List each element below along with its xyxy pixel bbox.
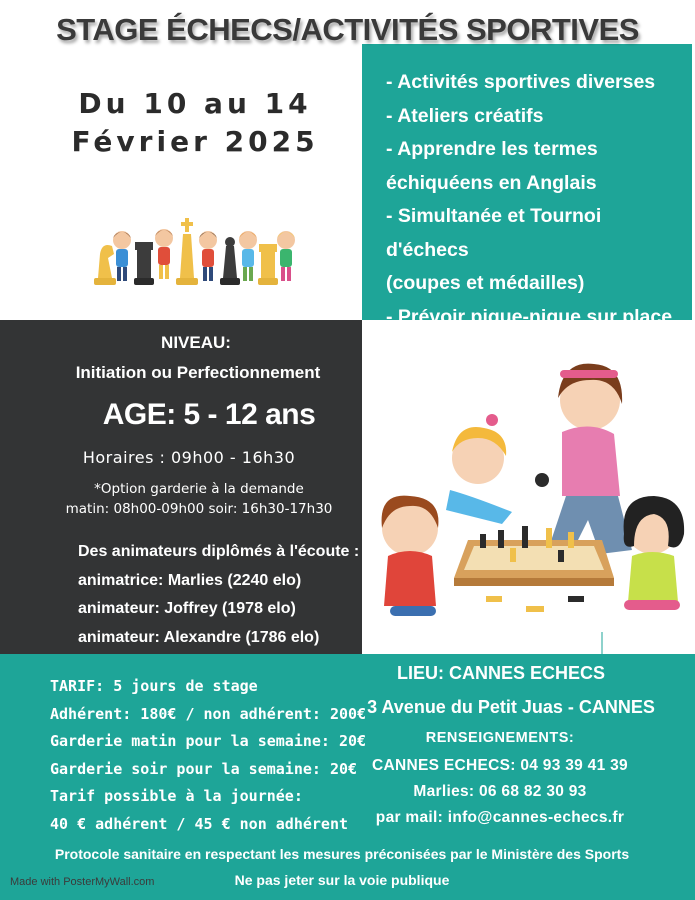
tarif-item: Adhérent: 180€ / non adhérent: 200€ bbox=[50, 704, 367, 723]
activity-item: - Apprendre les termes bbox=[386, 138, 598, 160]
poster-title: STAGE ÉCHECS/ACTIVITÉS SPORTIVES bbox=[56, 12, 639, 47]
animator-item: animateur: Joffrey (1978 elo) bbox=[78, 600, 296, 617]
daycare-option-note: *Option garderie à la demande bbox=[94, 481, 304, 497]
niveau-label: NIVEAU: bbox=[161, 333, 231, 352]
contact-list bbox=[364, 753, 636, 831]
contact-phone-club: CANNES ECHECS: 04 93 39 41 39 bbox=[372, 757, 628, 774]
schedule-hours: Horaires : 09h00 - 16h30 bbox=[82, 448, 296, 467]
gold-knight-icon bbox=[94, 245, 116, 285]
animator-item: animateur: Alexandre (1786 elo) bbox=[78, 628, 320, 646]
children-playing-chess-illustration bbox=[362, 320, 695, 654]
dates-line-2: Février 2025 bbox=[71, 125, 319, 158]
contact-phone-marlies: Marlies: 06 68 82 30 93 bbox=[413, 783, 587, 800]
age-range: AGE: 5 - 12 ans bbox=[102, 398, 316, 431]
animator-item: animatrice: Marlies (2240 elo) bbox=[78, 571, 302, 589]
chessboard-icon bbox=[454, 540, 614, 586]
kid-icon bbox=[239, 231, 257, 281]
do-not-litter-note: Ne pas jeter sur la voie publique bbox=[234, 872, 450, 888]
tarif-item: Garderie matin pour la semaine: 20€ bbox=[50, 732, 367, 750]
activity-item: - Prévoir pique-nique sur place bbox=[386, 305, 673, 328]
activity-item: (coupes et médailles) bbox=[386, 272, 585, 294]
sanitary-protocol-note: Protocole sanitaire en respectant les mesures préconisées par le Ministère des Sports bbox=[54, 846, 630, 862]
activity-item: - Simultanée et Tournoi d'échecs bbox=[386, 205, 602, 261]
kid-icon bbox=[155, 229, 173, 279]
niveau-value: Initiation ou Perfectionnement bbox=[75, 363, 321, 382]
kid-icon bbox=[199, 231, 217, 281]
lieu-title: LIEU: CANNES ECHECS bbox=[396, 663, 606, 683]
dates-line-1: Du 10 au 14 bbox=[78, 87, 312, 120]
gold-king-icon bbox=[176, 218, 198, 285]
animators-heading: Des animateurs diplômés à l'écoute : bbox=[78, 543, 360, 560]
activities-list bbox=[386, 66, 686, 334]
tarif-item: Garderie soir pour la semaine: 20€ bbox=[50, 759, 358, 778]
postermywall-watermark: Made with PosterMyWall.com bbox=[10, 876, 155, 888]
tarif-list bbox=[50, 673, 370, 838]
renseignements-heading: RENSEIGNEMENTS: bbox=[425, 730, 575, 746]
event-dates bbox=[40, 85, 350, 161]
contact-email: par mail: info@cannes-echecs.fr bbox=[375, 809, 625, 826]
tarif-item: TARIF: 5 jours de stage bbox=[50, 677, 258, 695]
tarif-item: 40 € adhérent / 45 € non adhérent bbox=[50, 814, 349, 833]
activity-item: - Activités sportives diverses bbox=[386, 71, 656, 93]
kid-icon bbox=[277, 231, 295, 281]
kid-icon bbox=[113, 231, 131, 281]
lieu-address: 3 Avenue du Petit Juas - CANNES bbox=[367, 697, 655, 717]
girl-blonde-icon bbox=[446, 414, 512, 524]
activity-item: - Ateliers créatifs bbox=[386, 104, 544, 127]
black-queen-icon bbox=[220, 237, 240, 285]
girl-dark-hair-icon bbox=[624, 496, 685, 610]
daycare-option-hours: matin: 08h00-09h00 soir: 16h30-17h30 bbox=[65, 501, 333, 517]
teacher-icon bbox=[535, 364, 632, 556]
activity-item: échiquéens en Anglais bbox=[386, 171, 597, 194]
gold-rook-icon bbox=[258, 244, 278, 285]
tarif-item: Tarif possible à la journée: bbox=[50, 787, 303, 805]
kids-chess-pieces-illustration bbox=[90, 212, 300, 292]
animators-list bbox=[78, 538, 378, 652]
black-rook-icon bbox=[134, 242, 154, 285]
boy-icon bbox=[382, 496, 439, 616]
